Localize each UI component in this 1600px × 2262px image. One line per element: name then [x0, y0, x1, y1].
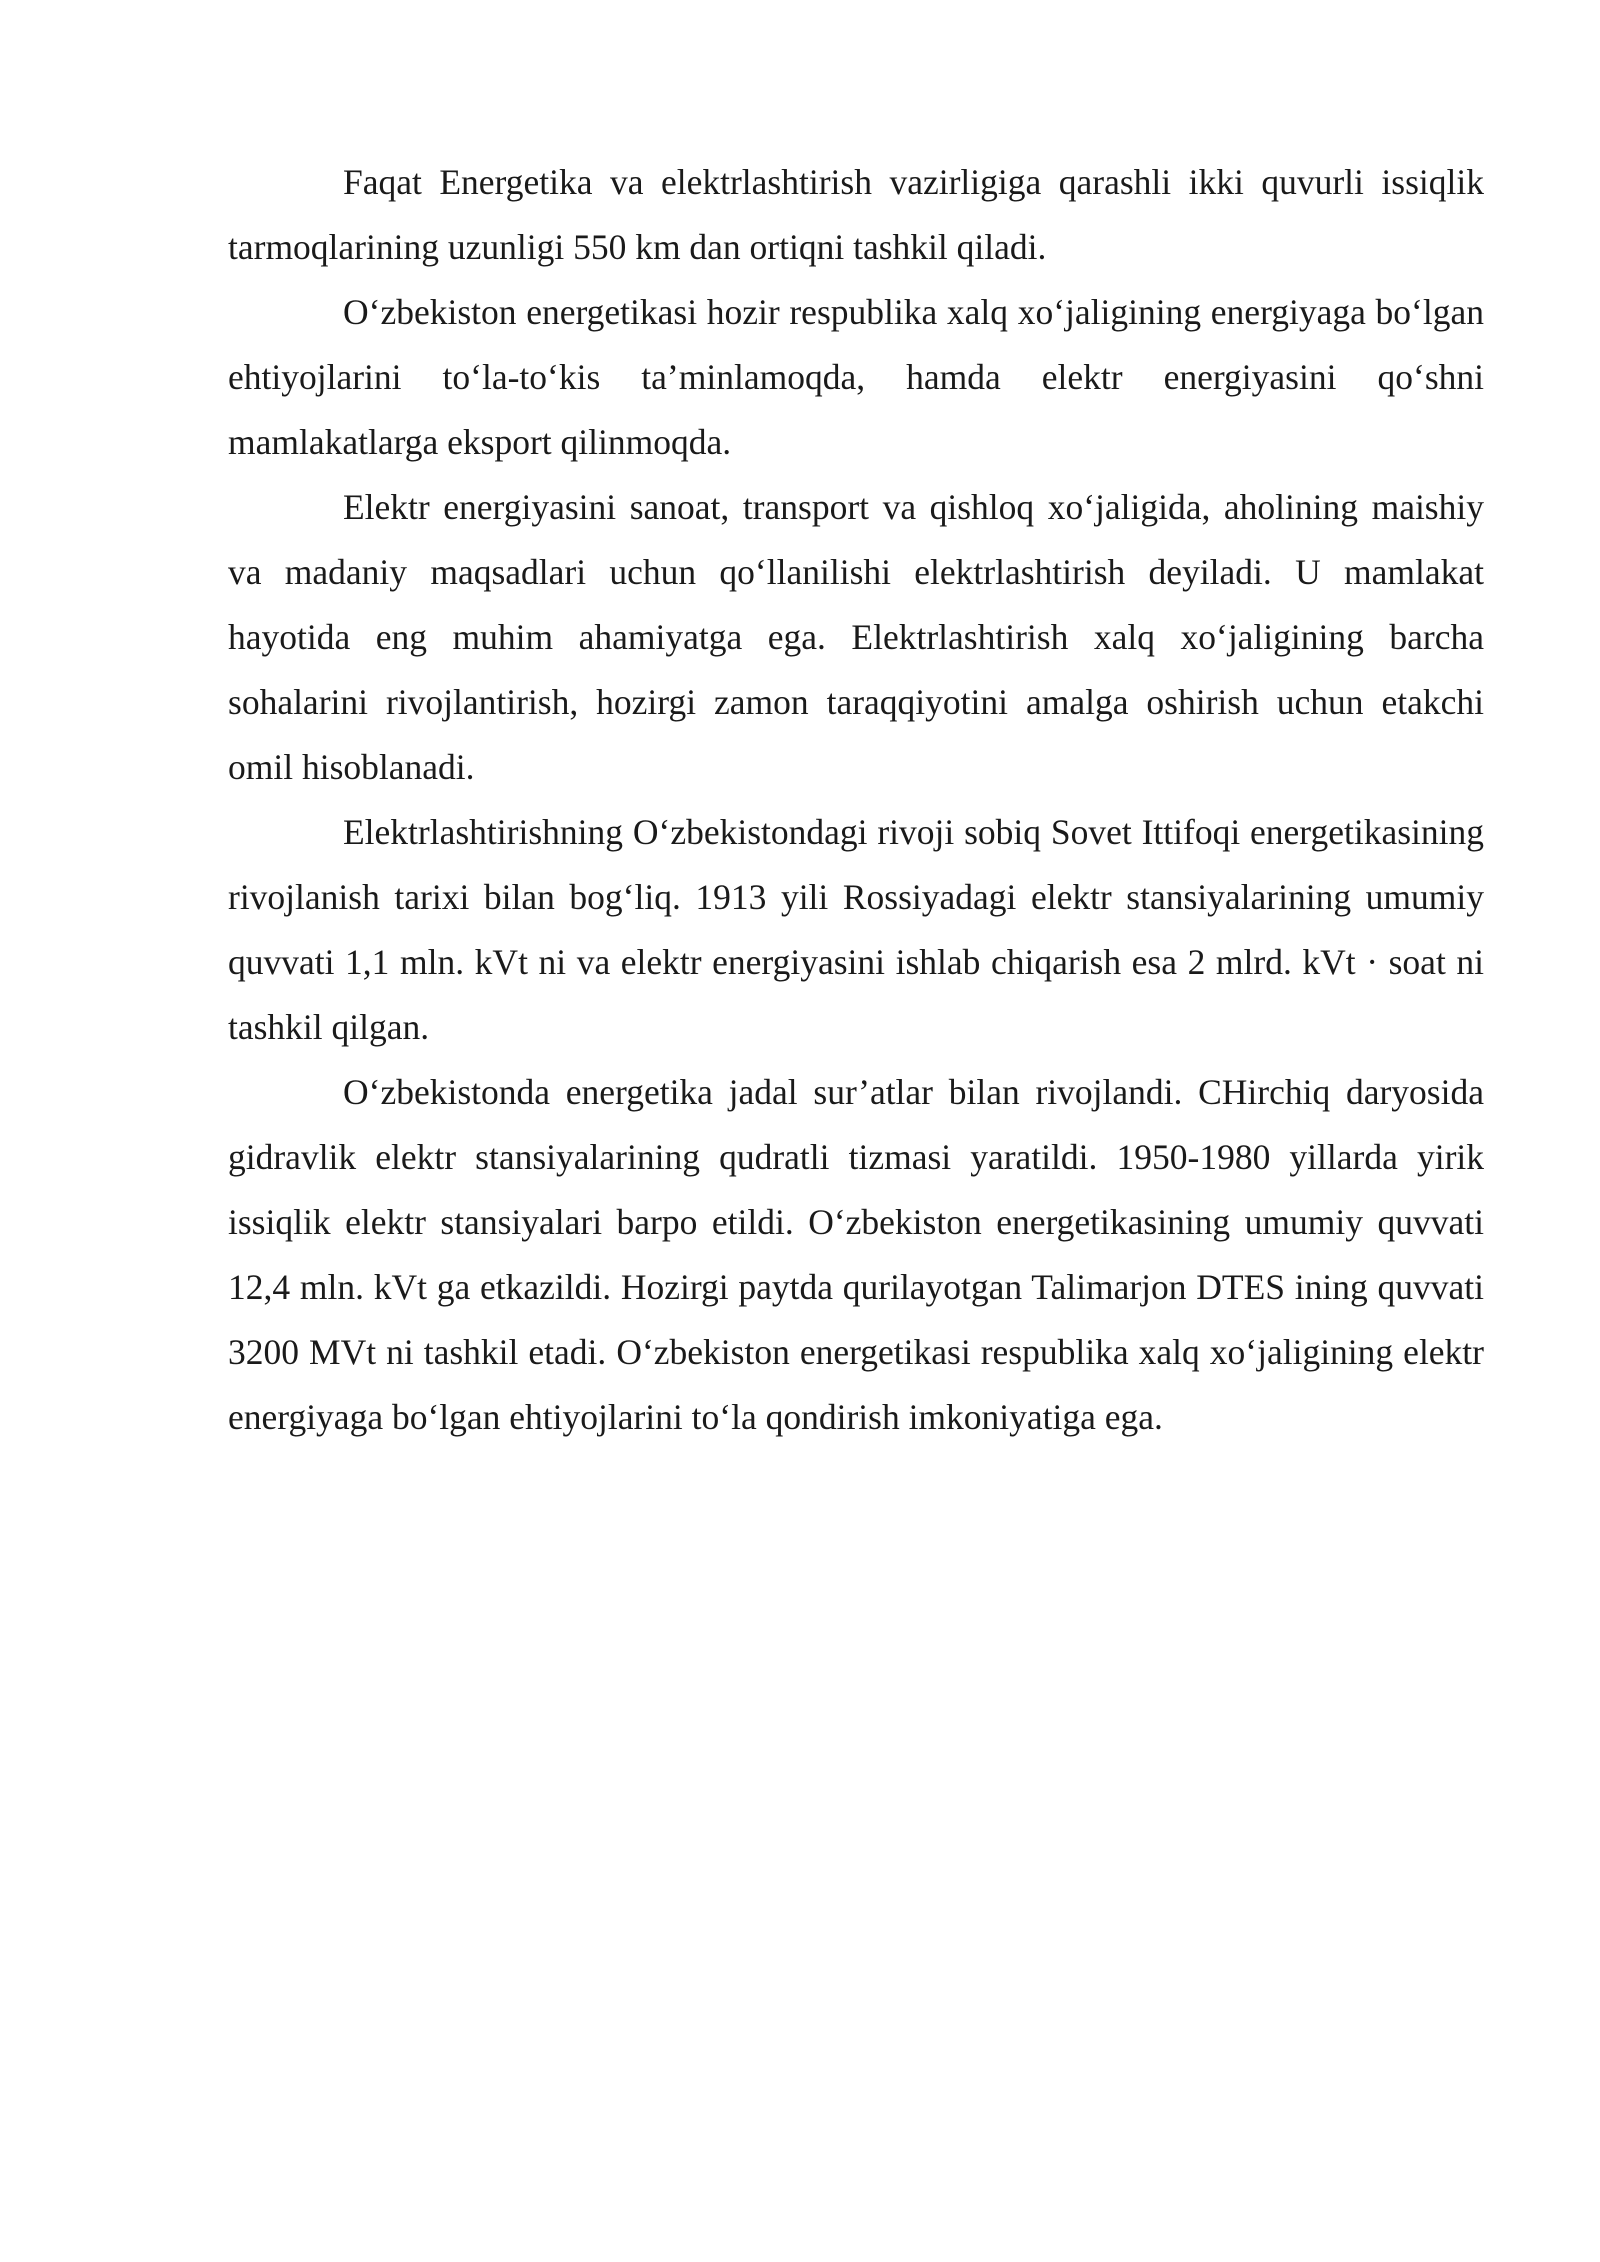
paragraph-heating-networks: Faqat Energetika va elektrlashtirish vazirligiga qarashli ikki quvurli issiqlik tarmoqlarining uzunligi 550 km dan ortiqni tashkil qiladi.: [228, 162, 1484, 267]
paragraph-energy-export: O‘zbekiston energetikasi hozir respublika xalq xo‘jaligining energiyaga bo‘lgan ehtiyojlarini to‘la-to‘kis ta’minlamoqda, hamda elektr energiyasini qo‘shni mamlakatlarga eksport qilinmoqda.: [228, 292, 1484, 462]
document-body: [228, 150, 1484, 1450]
paragraph-history-1913: Elektrlashtirishning O‘zbekistondagi rivoji sobiq Sovet Ittifoqi energetikasining rivojlanish tarixi bilan bog‘liq. 1913 yili Rossiyadagi elektr stansiyalarining umumiy quvvati 1,1 mln. kVt ni va elektr energiyasini ishlab chiqarish esa 2 mlrd. kVt · soat ni tashkil qilgan.: [228, 812, 1484, 1047]
paragraph-electrification-definition: Elektr energiyasini sanoat, transport va qishloq xo‘jaligida, aholining maishiy va madaniy maqsadlari uchun qo‘llanilishi elektrlashtirish deyiladi. U mamlakat hayotida eng muhim ahamiyatga ega. Elektrlashtirish xalq xo‘jaligining barcha sohalarini rivojlantirish, hozirgi zamon taraqqiyotini amalga oshirish uchun etakchi omil hisoblanadi.: [228, 487, 1484, 787]
paragraph-uzbekistan-development: O‘zbekistonda energetika jadal sur’atlar bilan rivojlandi. CHirchiq daryosida gidravlik elektr stansiyalarining qudratli tizmasi yaratildi. 1950-1980 yillarda yirik issiqlik elektr stansiyalari barpo etildi. O‘zbekiston energetikasining umumiy quvvati 12,4 mln. kVt ga etkazildi. Hozirgi paytda qurilayotgan Talimarjon DTES ining quvvati 3200 MVt ni tashkil etadi. O‘zbekiston energetikasi respublika xalq xo‘jaligining elektr energiyaga bo‘lgan ehtiyojlarini to‘la qondirish imkoniyatiga ega.: [228, 1072, 1484, 1437]
